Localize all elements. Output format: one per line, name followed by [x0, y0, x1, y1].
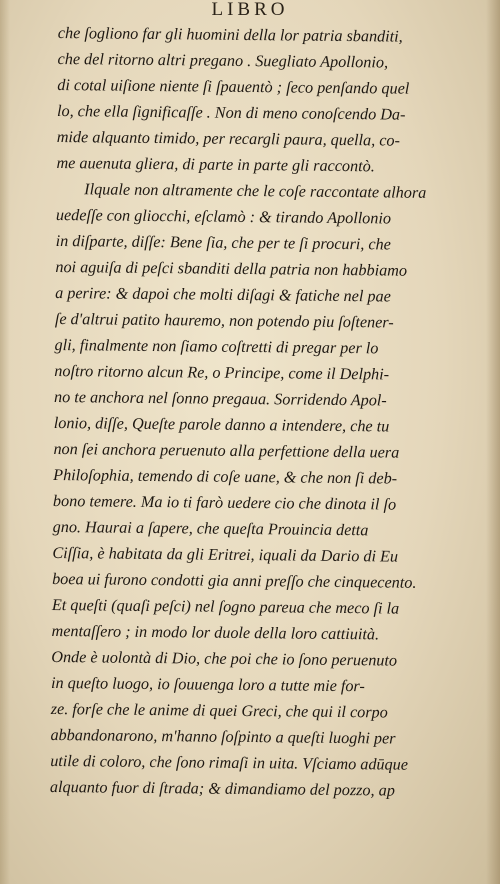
text-line: che ſogliono far gli huomini della lor patria sbanditi, — [57, 23, 403, 46]
text-line: Ilquale non altramente che le coſe raccontate alhora — [84, 180, 427, 202]
text-line: lonio, diſſe, Queſte parole danno a intendere, che tu — [53, 413, 390, 436]
text-line: che del ritorno altri pregano . Suegliato Apollonio, — [57, 49, 389, 72]
text-line: Ciſſia, è habitata da gli Eritrei, iquali da Dario di Eu — [52, 543, 399, 566]
text-line: bono temere. Ma io ti farò uedere cio che dinota il ſo — [52, 491, 397, 514]
text-line: boea ui furono condotti gia anni preſſo che cinquecento. — [52, 569, 417, 592]
text-line: mentaſſero ; in modo lor duole della loro cattiuità. — [51, 621, 380, 644]
text-line: in diſparte, diſſe: Bene ſia, che per te ſi procuri, che — [55, 231, 391, 254]
text-line: no te anchora nel ſonno pregaua. Sorridendo Apol- — [53, 387, 387, 410]
text-line: uedeſſe con gliocchi, eſclamò : & tirando Apollonio — [55, 205, 392, 228]
text-line: ſe d'altrui patito hauremo, non potendo piu ſoſtener- — [54, 309, 394, 332]
text-line: lo, che ella ſignificaſſe . Non di meno conoſcendo Da- — [56, 101, 406, 124]
text-line: noi aguiſa di peſci sbanditi della patria non habbiamo — [55, 257, 408, 280]
text-line: ze. forſe che le anime di quei Greci, che qui il corpo — [50, 699, 388, 722]
page-edge-left — [0, 0, 10, 884]
text-line: Philoſophia, temendo di coſe uane, & che non ſi deb- — [53, 465, 398, 488]
text-line: a perire: & dapoi che molti diſagi & fatiche nel pae — [55, 283, 391, 306]
text-line: mide alquanto timido, per recargli paura, quella, co- — [56, 127, 401, 150]
text-line: me auenuta gliera, di parte in parte gli raccontò. — [56, 153, 375, 176]
text-line: noſtro ritorno alcun Re, o Principe, come il Delphi- — [54, 361, 390, 384]
text-line: Et queſti (quaſi peſci) nel ſogno pareua che meco ſi la — [51, 595, 400, 618]
text-line: Onde è uolontà di Dio, che poi che io ſono peruenuto — [51, 647, 398, 670]
text-line: in queſto luogo, io ſouuenga loro a tutte mie for- — [50, 673, 365, 696]
running-head: LIBRO — [211, 0, 289, 20]
text-line: di cotal uiſione niente ſi ſpauentò ; ſeco penſando quel — [57, 75, 410, 98]
text-line: abbandonarono, m'hanno ſoſpinto a queſti luoghi per — [50, 725, 396, 748]
text-line: gli, finalmente non ſiamo coſtretti di pregar per lo — [54, 335, 379, 358]
text-line: non ſei anchora peruenuto alla perfettione della uera — [53, 439, 400, 462]
body-text — [50, 20, 490, 804]
text-line: utile di coloro, che ſono rimaſi in uita. Vſciamo adūque — [50, 751, 409, 774]
text-line: gno. Haurai a ſapere, che queſta Prouincia detta — [52, 517, 369, 540]
text-line: alquanto fuor di ſtrada; & dimandiamo del pozzo, ap — [49, 777, 395, 800]
